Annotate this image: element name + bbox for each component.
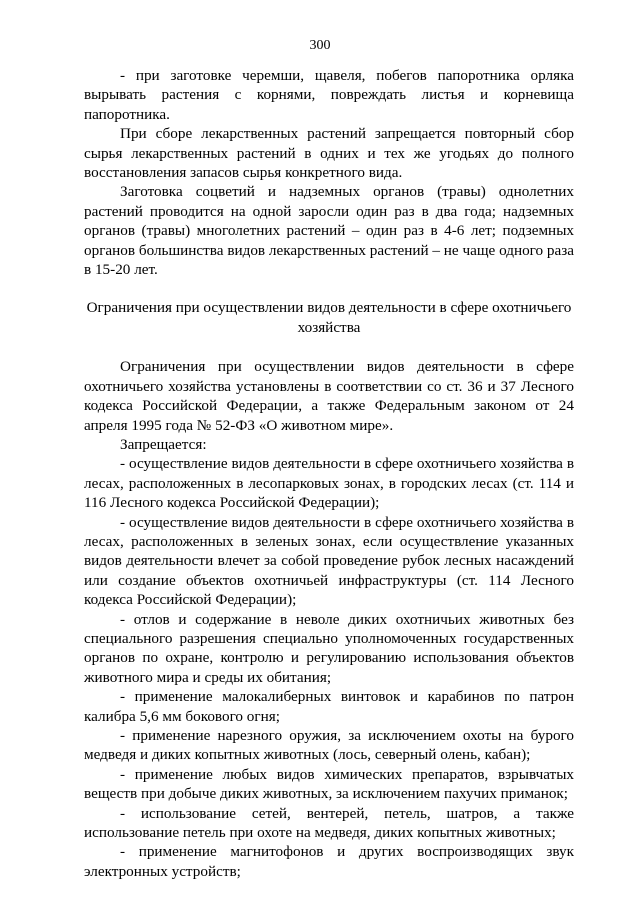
list-item: - применение любых видов химических препаратов, взрывчатых веществ при добыче диких животных, за исключением пахучих приманок; xyxy=(84,765,574,803)
list-item: - отлов и содержание в неволе диких охотничьих животных без специального разрешения специально уполномоченных государственных органов по охране, контролю и регулированию использования объектов животного мира и среды их обитания; xyxy=(84,610,574,686)
section-heading: Ограничения при осуществлении видов деятельности в сфере охотничьего хозяйства xyxy=(86,299,572,336)
list-item: - применение нарезного оружия, за исключением охоты на бурого медведя и диких копытных животных (лось, северный олень, кабан); xyxy=(84,727,574,764)
page-body xyxy=(84,66,574,881)
page-number: 300 xyxy=(309,38,331,53)
list-item: - осуществление видов деятельности в сфере охотничьего хозяйства в лесах, расположенных в лесопарковых зонах, в городских лесах (ст. 114 и 116 Лесного кодекса Российской Федерации); xyxy=(84,455,574,512)
paragraph: Запрещается: xyxy=(120,435,207,453)
paragraph: При сборе лекарственных растений запрещается повторный сбор сырья лекарственных растений в одних и тех же угодьях до полного восстановления запасов сырья конкретного вида. xyxy=(84,125,574,182)
paragraph: Заготовка соцветий и надземных органов (травы) однолетних растений проводится на одной заросли один раз в два года; надземных органов (травы) многолетних растений – один раз в 4-6 лет; подземных органов большинства видов лекарственных растений – не чаще одного раза в 15-20 лет. xyxy=(84,183,574,279)
list-item: - применение магнитофонов и других воспроизводящих звук электронных устройств; xyxy=(84,843,574,880)
list-item: - использование сетей, вентерей, петель, шатров, а также использование петель при охоте на медведя, диких копытных животных; xyxy=(84,804,574,842)
list-item: - осуществление видов деятельности в сфере охотничьего хозяйства в лесах, расположенных в зеленых зонах, если осуществление указанных видов деятельности влечет за собой проведение рубок лесных насаждений или создание объектов охотничьей инфраструктуры (ст. 114 Лесного кодекса Российской Федерации); xyxy=(84,513,574,609)
paragraph: - при заготовке черемши, щавеля, побегов папоротника орляка вырывать растения с корнями, повреждать листья и корневища папоротника. xyxy=(84,67,574,123)
list-item: - применение малокалиберных винтовок и карабинов по патрон калибра 5,6 мм бокового огня; xyxy=(84,688,574,725)
paragraph: Ограничения при осуществлении видов деятельности в сфере охотничьего хозяйства установлены в соответствии со ст. 36 и 37 Лесного кодекса Российской Федерации, а также Федеральным законом от 24 апреля 1995 года № 52-ФЗ «О животном мире». xyxy=(84,358,574,434)
